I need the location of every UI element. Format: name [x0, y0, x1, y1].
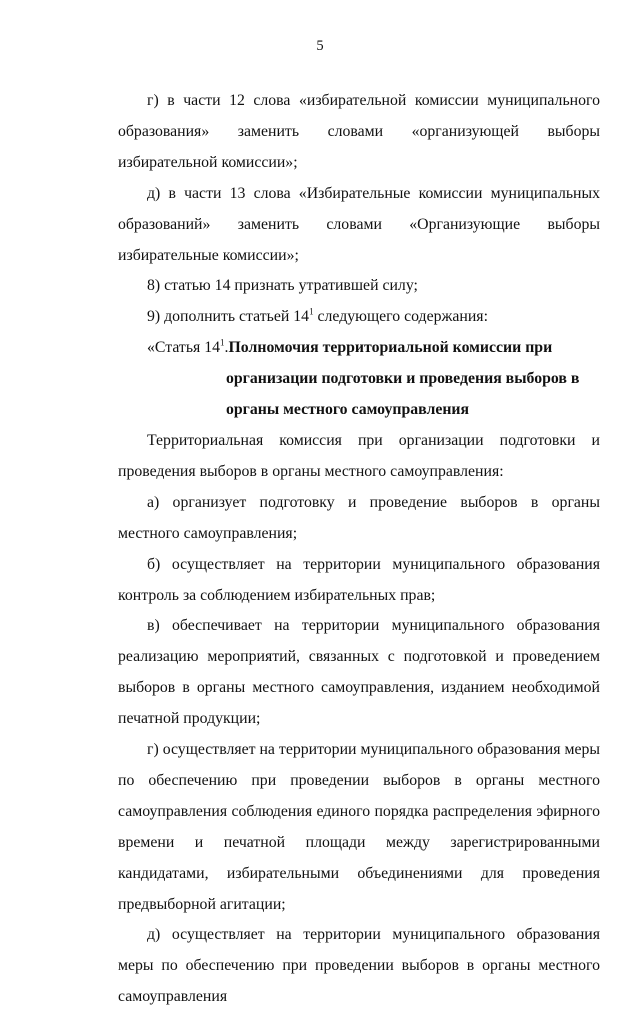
article-heading [118, 333, 600, 364]
page-number: 5 [316, 38, 324, 54]
paragraph-item8: 8) статью 14 признать утратившей силу; [147, 277, 418, 295]
article-superscript: 1 [220, 337, 225, 348]
paragraph-item9 [118, 302, 600, 333]
article-point-g: г) осуществляет на территории муниципального образования меры по обеспечению при проведении выборов в органы местного самоуправления соблюдения единого порядка распределения эфирного времени и печатной площади между зарегистрированными кандидатами, избирательными объединениями для проведения предвыборной агитации; [118, 741, 600, 913]
article-point-d: д) осуществляет на территории муниципального образования меры по обеспечению при проведении выборов в органы местного самоуправления [118, 926, 600, 1006]
item9-superscript: 1 [309, 307, 314, 318]
article-title-line-2: организации подготовки и проведения выборов в [226, 370, 580, 388]
article-label [147, 333, 229, 364]
item9-text: 9) дополнить статьей 14 [147, 308, 310, 326]
article-point-v: в) обеспечивает на территории муниципального образования реализацию мероприятий, связанных с подготовкой и проведением выборов в органы местного самоуправления, изданием необходимой печатной продукции; [118, 617, 600, 728]
article-prefix-tail: . [224, 339, 229, 357]
paragraph-d-part13: д) в части 13 слова «Избирательные комиссии муниципальных образований» заменить словами «Организующие выборы избирательные комиссии»; [118, 184, 600, 264]
article-title-line-3: органы местного самоуправления [226, 401, 470, 419]
article-point-a: а) организует подготовку и проведение выборов в органы местного самоуправления; [118, 493, 600, 542]
article-prefix: «Статья 14 [147, 339, 221, 357]
article-point-b: б) осуществляет на территории муниципального образования контроль за соблюдением избирательных прав; [118, 555, 600, 604]
article-title-line-1: Полномочия территориальной комиссии при [228, 339, 553, 357]
article-intro: Территориальная комиссия при организации подготовки и проведения выборов в органы местного самоуправления: [118, 431, 600, 480]
item9-tail: следующего содержания: [313, 308, 488, 326]
paragraph-g-part12: г) в части 12 слова «избирательной комиссии муниципального образования» заменить словами «организующей выборы избирательной комиссии»; [118, 92, 600, 171]
document-body [118, 86, 600, 1013]
